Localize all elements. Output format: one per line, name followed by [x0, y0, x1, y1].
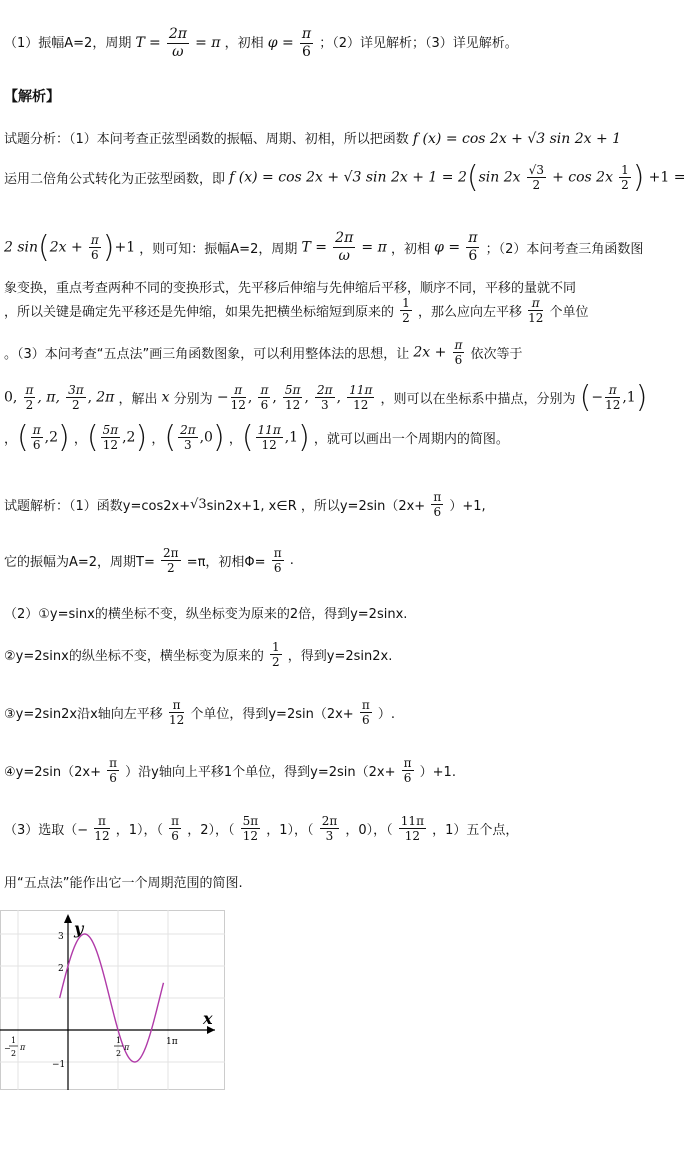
math-text: x: [161, 389, 170, 406]
fraction-numerator: π: [273, 546, 282, 560]
one-over-2: [270, 640, 282, 669]
fraction-numerator: 2π: [180, 423, 196, 437]
y-axis-label: y: [74, 919, 84, 938]
analysis-line-1: [4, 128, 621, 147]
solution-text: ②y=2sinx的纵坐标不变，横坐标变为原来的: [4, 649, 264, 664]
sine-graph: [0, 910, 225, 1090]
solution-text: sin2x+1, x∈R ，所以y=2sin（2x+: [206, 499, 426, 514]
analysis-line-2: [4, 160, 685, 195]
phase-fraction: [300, 26, 313, 61]
function-expression: f (x) = cos 2x + √3 sin 2x + 1 = 2: [229, 169, 467, 186]
phase-symbol: φ =: [434, 239, 461, 256]
fraction-denominator: 6: [433, 505, 442, 519]
fraction-numerator: π: [109, 756, 118, 770]
fraction-numerator: 2π: [317, 383, 333, 397]
answer-text: ，初相: [224, 36, 264, 51]
fraction-denominator: 12: [242, 829, 259, 843]
5pi-over-12: [101, 423, 121, 452]
analysis-line-4: 象变换，重点考查两种不同的变换形式，先平移后伸缩与先伸缩后平移，顺序不同，平移的量就不同: [4, 281, 577, 296]
period-symbol: T =: [301, 239, 328, 256]
right-paren: ): [102, 230, 115, 265]
pi-over-6: [360, 698, 372, 727]
analysis-text: 个单位: [549, 305, 589, 320]
math-text: + cos 2x: [552, 169, 613, 186]
function-expression: f (x) = cos 2x + √3 sin 2x + 1: [412, 131, 622, 147]
fraction-numerator: 2π: [168, 26, 187, 42]
fraction-numerator: π: [454, 338, 463, 352]
3pi-over-2: [66, 383, 86, 412]
2pi-over-2: [161, 546, 181, 575]
solution-text: 它的振幅为A=2，周期T=: [4, 555, 155, 570]
tick-label-negq-minus: −: [4, 1044, 11, 1053]
graph-grid: [0, 910, 225, 1090]
fraction-denominator: 12: [528, 311, 544, 325]
solution-line-3: （2）①y=sinx的横坐标不变，纵坐标变为原来的2倍，得到y=2sinx.: [4, 607, 408, 622]
analysis-line-6: [4, 338, 523, 367]
analysis-text: ，则可以在坐标系中描点，分别为: [380, 392, 576, 407]
solution-line-5: [4, 698, 395, 727]
fraction-numerator: π: [260, 383, 269, 397]
fraction-denominator: 12: [404, 829, 421, 843]
5pi-over-12: [241, 814, 261, 843]
fraction-numerator: 2π: [163, 546, 179, 560]
right-paren: ): [135, 420, 148, 455]
2pi-over-3: [178, 423, 198, 452]
solution-text: 个单位，得到y=2sin（2x+: [190, 707, 354, 722]
fraction-numerator: 11π: [400, 814, 424, 828]
analysis-text: ；（2）本问考查三角函数图: [485, 242, 644, 257]
right-paren: ): [632, 160, 645, 195]
solution-text: ④y=2sin（2x+: [4, 765, 101, 780]
fraction-denominator: 12: [102, 438, 118, 452]
fraction-numerator: π: [169, 698, 184, 713]
solution-line-7: [4, 814, 518, 843]
fraction-numerator: π: [32, 423, 41, 437]
analysis-text: ，解出: [118, 392, 158, 407]
fraction-denominator: 6: [468, 248, 478, 264]
fraction-denominator: 6: [32, 438, 41, 452]
answer-text: （1）振幅A=2，周期: [4, 36, 132, 51]
fraction-numerator: π: [231, 383, 246, 398]
tick-label-1pi: 1π: [166, 1037, 178, 1047]
fraction-numerator: π: [361, 698, 370, 712]
pi-over-6: [89, 233, 101, 262]
math-text: ,1: [284, 429, 299, 446]
fraction-numerator: π: [171, 814, 180, 828]
pi-over-6: [107, 756, 119, 785]
fraction-denominator: 3: [184, 438, 192, 452]
pi-over-6: [169, 814, 181, 843]
x-axis-label: x: [203, 1009, 213, 1028]
tick-label-negq-den: 2: [11, 1049, 17, 1058]
math-text: ,: [304, 389, 309, 406]
2pi-over-3: [320, 814, 340, 843]
fraction-numerator: 5π: [284, 383, 301, 397]
analysis-text: ，所以关键是确定先平移还是先伸缩，如果先把横坐标缩短到原来的: [4, 305, 395, 320]
fraction-denominator: 12: [605, 398, 621, 412]
right-paren: ): [635, 380, 648, 415]
fraction-numerator: 2π: [335, 230, 354, 246]
answer-line: [4, 26, 518, 61]
math-text: ,: [247, 389, 253, 406]
period-fraction: [167, 26, 189, 61]
math-text: 0,: [4, 389, 18, 406]
tick-label-y2: 2: [58, 964, 64, 974]
pi-over-12: [169, 698, 184, 727]
fraction-numerator: 11π: [257, 423, 281, 437]
analysis-line-5: [4, 296, 589, 325]
fraction-numerator: π: [403, 756, 412, 770]
left-paren: (: [17, 420, 29, 455]
solution-text: ）沿y轴向上平移1个单位，得到y=2sin（2x+: [125, 765, 396, 780]
tick-label-y3: 3: [58, 932, 64, 942]
solution-text: ③y=2sin2x沿x轴向左平移: [4, 707, 163, 722]
fraction-numerator: π: [433, 490, 442, 504]
phase-fraction: [466, 230, 479, 265]
fraction-denominator: 12: [230, 398, 246, 412]
fraction-numerator: 5π: [242, 814, 259, 828]
fraction-numerator: π: [94, 814, 109, 829]
analysis-text: ，则可知：振幅A=2，周期: [139, 242, 298, 257]
tick-label-half-num: 1: [116, 1036, 122, 1045]
analysis-text: 分别为: [173, 392, 213, 407]
period-value: = π: [195, 35, 221, 51]
solution-text: ，得到y=2sin2x.: [287, 649, 393, 664]
fraction-numerator: π: [301, 26, 312, 42]
answer-text: ；（2）详见解析；（3）详见解析。: [319, 36, 518, 51]
fraction-denominator: ω: [172, 44, 184, 60]
one-over-2: [619, 163, 631, 192]
fraction-numerator: √3: [528, 163, 544, 177]
analysis-line-8: [4, 420, 509, 455]
math-text: 2x +: [413, 344, 447, 361]
tick-label-negq-num: 1: [11, 1036, 17, 1045]
fraction-numerator: π: [605, 383, 620, 398]
math-text: , π,: [37, 389, 60, 406]
math-text: ,: [87, 389, 93, 406]
fraction-numerator: π: [25, 383, 34, 397]
11pi-over-12: [399, 814, 426, 843]
pi-over-6: [431, 490, 443, 519]
fraction-denominator: 2: [621, 178, 629, 192]
fraction-numerator: 2π: [321, 814, 338, 828]
jiexi-header: 【解析】: [4, 89, 60, 105]
fraction-denominator: 2: [402, 311, 410, 325]
sqrt3-over-2: [527, 163, 546, 192]
equals-sign: =: [148, 35, 161, 51]
fraction-denominator: 6: [302, 44, 311, 60]
left-paren: (: [86, 420, 99, 455]
pi-over-6: [453, 338, 465, 367]
fraction-denominator: 3: [325, 829, 334, 843]
period-value: = π: [361, 239, 387, 256]
fraction-denominator: 6: [273, 561, 282, 575]
math-text: ,0: [199, 429, 213, 446]
analysis-line-7: [4, 380, 647, 415]
left-paren: (: [38, 230, 50, 265]
solution-text: ，1），（: [266, 823, 314, 838]
math-text: −: [591, 389, 604, 406]
analysis-text: 运用二倍角公式转化为正弦型函数，即: [4, 172, 226, 187]
fraction-denominator: 6: [454, 353, 463, 367]
fraction-numerator: π: [468, 230, 478, 246]
solution-text: ）+1,: [449, 499, 486, 514]
math-text: ,: [272, 389, 277, 406]
math-text: ,2: [44, 429, 58, 446]
fraction-denominator: 12: [168, 713, 185, 727]
math-text: ,2: [122, 429, 136, 446]
math-text: ,1: [622, 389, 636, 406]
solution-text: =π，初相Φ=: [186, 555, 266, 570]
solution-line-4: [4, 640, 392, 669]
math-text: sin 2x: [478, 169, 521, 186]
one-over-2: [400, 296, 412, 325]
fraction-denominator: 6: [260, 398, 269, 412]
graph-border: [1, 911, 225, 1090]
solution-text: ，1），（: [115, 823, 164, 838]
tick-label-negq-pi: π: [20, 1043, 26, 1052]
fraction-denominator: 2: [532, 178, 541, 192]
solution-line-2: [4, 546, 294, 575]
analysis-text: ，: [73, 432, 87, 447]
pi-over-12: [528, 296, 543, 325]
fraction-numerator: 1: [402, 296, 410, 310]
math-text: +1: [114, 239, 136, 256]
fraction-denominator: 2: [25, 398, 34, 412]
fraction-denominator: 6: [91, 248, 99, 262]
2pi-over-3: [315, 383, 335, 412]
tick-label-half-pi: π: [124, 1043, 130, 1052]
analysis-text: ，初相: [390, 242, 430, 257]
fraction-numerator: 3π: [68, 383, 84, 397]
tick-label-ym1: −1: [52, 1060, 66, 1070]
5pi-over-12: [283, 383, 303, 412]
math-text: 2x +: [49, 239, 83, 256]
fraction-denominator: 12: [261, 438, 277, 452]
solution-text: ，1）五个点，: [432, 823, 519, 838]
fraction-denominator: 6: [403, 771, 412, 785]
fraction-numerator: 1: [621, 163, 629, 177]
solution-text: 试题解析：（1）函数y=cos2x+: [4, 499, 191, 514]
fraction-numerator: 11π: [349, 383, 373, 397]
fraction-denominator: 6: [171, 829, 179, 843]
right-paren: ): [298, 420, 310, 455]
analysis-text: 依次等于: [470, 347, 523, 362]
period-fraction: [333, 230, 355, 265]
analysis-text: 试题分析：（1）本问考查正弦型函数的振幅、周期、初相，所以把函数: [4, 132, 409, 147]
math-text: 2π: [96, 389, 115, 406]
left-paren: (: [579, 380, 592, 415]
11pi-over-12: [256, 423, 283, 452]
solution-text: ，0），（: [345, 823, 393, 838]
pi-over-12: [231, 383, 246, 412]
fraction-denominator: 2: [166, 561, 175, 575]
left-paren: (: [241, 420, 254, 455]
pi-over-6: [31, 423, 43, 452]
solution-text: （3）选取（−: [4, 823, 89, 838]
11pi-over-12: [347, 383, 374, 412]
analysis-text: ，就可以画出一个周期内的简图。: [313, 432, 509, 447]
solution-text: .: [289, 553, 294, 568]
analysis-line-3: [4, 230, 643, 265]
solution-line-8: 用“五点法”能作出它一个周期范围的简图.: [4, 876, 243, 891]
right-paren: ): [212, 420, 225, 455]
tick-label-half-den: 2: [116, 1049, 122, 1058]
fraction-denominator: 6: [109, 771, 117, 785]
math-text: ,: [336, 389, 342, 406]
right-paren: ): [57, 420, 70, 455]
phase-symbol: φ =: [267, 35, 294, 51]
sqrt3: √3: [190, 497, 207, 512]
math-text: +1 =: [648, 169, 685, 186]
solution-text: ，2），（: [187, 823, 235, 838]
fraction-numerator: 1: [271, 640, 280, 654]
fraction-denominator: 12: [94, 829, 110, 843]
solution-line-1: [4, 490, 486, 519]
fraction-denominator: 3: [320, 398, 329, 412]
left-paren: (: [164, 420, 177, 455]
fraction-numerator: 5π: [102, 423, 119, 437]
pi-over-6: [258, 383, 270, 412]
pi-over-12: [94, 814, 109, 843]
solution-text: ）+1.: [419, 765, 456, 780]
y-axis-arrow: [64, 914, 72, 923]
fraction-denominator: 12: [285, 398, 301, 412]
analysis-text: 。（3）本问考查“五点法”画三角函数图象，可以利用整体法的思想，让: [4, 347, 410, 362]
pi-over-2: [24, 383, 36, 412]
fraction-denominator: 2: [72, 398, 80, 412]
fraction-denominator: 12: [353, 398, 369, 412]
pi-over-6: [402, 756, 414, 785]
pi-over-12: [605, 383, 620, 412]
analysis-text: ，那么应向左平移: [417, 305, 522, 320]
fraction-numerator: π: [528, 296, 543, 311]
analysis-text: ，: [151, 432, 165, 447]
math-text: 2 sin: [4, 239, 39, 256]
solution-line-6: [4, 756, 456, 785]
math-text: −: [216, 389, 229, 406]
fraction-denominator: ω: [338, 248, 350, 264]
analysis-text: ，: [4, 432, 18, 447]
fraction-denominator: 6: [361, 713, 370, 727]
pi-over-6: [272, 546, 284, 575]
solution-text: ）.: [377, 707, 396, 722]
left-paren: (: [466, 160, 479, 195]
analysis-text: ，: [228, 432, 242, 447]
fraction-numerator: π: [90, 233, 99, 247]
period-symbol: T: [135, 35, 145, 51]
fraction-denominator: 2: [271, 655, 280, 669]
